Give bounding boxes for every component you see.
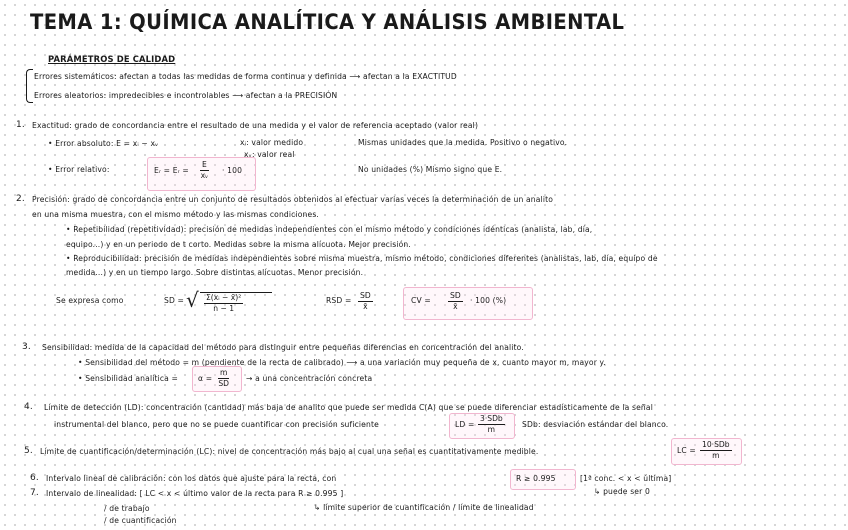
section-7-note: ↳ límite superior de cuantificación / límite de linealidad	[314, 503, 534, 512]
section-7-number: 7.	[30, 488, 39, 498]
sensibilidad-metodo: • Sensibilidad del método = m (pendiente de la recta de calibrado) ⟶ a una variación muy pequeña de x, cuanto mayor m, mayor y.	[78, 358, 606, 367]
errores-sistematicos: Errores sistemáticos: afectan a todas las medidas de forma continua y definida ⟶ afectan a la EXACTITUD	[34, 72, 457, 81]
sensibilidad-analitica-fraction	[218, 369, 229, 387]
error-relativo-formula: Eᵣ = Eᵣ =	[154, 166, 189, 175]
section-2-precision-1: Precisión: grado de concordancia entre un conjunto de resultados obtenidos al efectuar varias veces la determinación de un analito	[32, 195, 554, 204]
section-1-number: 1.	[16, 120, 25, 130]
section-4-limite-deteccion-1: Límite de detección (LD): concentración (cantidad) más baja de analito que puede ser medida C(A) que se puede diferenciar estadísticamente de la señal	[44, 403, 653, 412]
error-absoluto-xv: xᵥ: valor real	[244, 150, 295, 159]
ld-den: m	[487, 424, 496, 434]
section-5-number: 5.	[24, 446, 33, 456]
error-relativo-num: E	[202, 160, 207, 169]
rsd-fraction	[358, 292, 373, 310]
error-absoluto-note: Mismas unidades que la medida. Positivo o negativo.	[358, 138, 568, 147]
lc-den: m	[712, 450, 720, 460]
cv-tail: · 100 (%)	[470, 296, 507, 305]
ld-fraction	[478, 415, 505, 433]
error-absoluto: • Error absoluto: E = xᵢ − xᵥ	[48, 139, 159, 148]
section-4-tail: SDb: desviación estándar del blanco.	[522, 420, 669, 429]
ld-label: LD =	[455, 420, 475, 429]
cv-fraction	[448, 292, 463, 310]
sd-fraction	[204, 294, 243, 312]
sensibilidad-analitica-tail: → a una concentración concreta	[246, 374, 373, 383]
brace-icon	[26, 69, 33, 103]
section-1-exactitud: Exactitud: grado de concordancia entre el resultado de una medida y el valor de referencia aceptado (valor real)	[32, 121, 479, 130]
sd-den: n − 1	[213, 303, 235, 313]
section-6-intervalo-lineal: Intervalo lineal de calibración: con los datos que ajuste para la recta, con	[46, 474, 337, 483]
section-4-number: 4.	[24, 402, 33, 412]
sensibilidad-analitica-den: SD	[218, 378, 230, 388]
sqrt-icon: √	[186, 288, 199, 312]
error-relativo-fraction	[200, 161, 209, 179]
section-3-number: 3.	[22, 342, 31, 352]
section-7-intervalo-linealidad: Intervalo de linealidad: [ LC < x < último valor de la recta para R ≥ 0.995 ]	[46, 489, 344, 498]
cv-den: x̄	[453, 301, 458, 311]
ld-num: 3·SDb	[480, 414, 503, 423]
error-relativo-tail: · 100	[222, 166, 243, 175]
section-2-precision-2: en una misma muestra, con el mismo método y las mismas condiciones.	[32, 210, 319, 219]
error-relativo-den: xᵥ	[200, 170, 209, 180]
section-7-foot-2: / de cuantificación	[104, 516, 177, 525]
errores-aleatorios: Errores aleatorios: impredecibles e incontrolables ⟶ afectan a la PRECISIÓN	[34, 91, 338, 100]
repetibilidad-2: equipo...) y en un periodo de t corto. Medidas sobre la misma alícuota. Mejor precisión.	[66, 240, 411, 249]
rsd-label: RSD =	[326, 296, 352, 305]
se-expresa: Se expresa como	[56, 296, 124, 305]
parametros-heading: PARÁMETROS DE CALIDAD	[48, 54, 176, 64]
lc-label: LC =	[677, 446, 696, 455]
rsd-num: SD	[360, 291, 371, 300]
section-6-range: [1ª conc. < x < última]	[580, 474, 672, 483]
reproducibilidad-1: • Reproducibilidad: precisión de medidas independientes sobre misma muestra, mismo método, condiciones diferentes (analistas, lab, día, equipo de	[66, 254, 658, 263]
section-4-limite-deteccion-2: instrumental del blanco, pero que no se puede cuantificar con precisión suficiente	[54, 420, 379, 429]
r-box-value: R ≥ 0.995	[516, 474, 556, 483]
section-7-foot-1: / de trabajo	[104, 504, 150, 513]
page-title: TEMA 1: QUÍMICA ANALÍTICA Y ANÁLISIS AMBIENTAL	[30, 10, 625, 34]
sd-num: Σ(xᵢ − x̄)²	[206, 293, 242, 302]
section-2-number: 2.	[16, 194, 25, 204]
error-absoluto-xi: xᵢ: valor medido	[240, 138, 304, 147]
section-6-number: 6.	[30, 473, 39, 483]
sd-label: SD =	[164, 296, 185, 305]
error-relativo-note: No unidades (%) Mismo signo que E.	[358, 165, 503, 174]
section-5-limite-cuantificacion: Límite de cuantificación/determinación (LC): nivel de concentración más bajo al cual una señal es cuantitativamente medible.	[40, 447, 539, 456]
repetibilidad-1: • Repetibilidad (repetitividad): precisión de medidas independientes con el mismo método y condiciones idénticas (analista, lab, día,	[66, 225, 593, 234]
sensibilidad-analitica-label: • Sensibilidad analítica =	[78, 374, 179, 383]
error-relativo-label: • Error relativo:	[48, 165, 110, 174]
lc-num: 10·SDb	[702, 440, 730, 449]
section-3-sensibilidad: Sensibilidad: medida de la capacidad del método para distinguir entre pequeñas diferencias en concentración del analito.	[42, 343, 524, 352]
cv-label: CV =	[411, 296, 431, 305]
reproducibilidad-2: medida...) y en un tiempo largo. Sobre distintas alícuotas. Menor precisión.	[66, 268, 364, 277]
sensibilidad-analitica-var: α =	[198, 374, 213, 383]
cv-num: SD	[450, 291, 461, 300]
section-6-note: ↳ puede ser 0	[594, 487, 650, 496]
rsd-den: x̄	[363, 301, 368, 311]
sensibilidad-analitica-num: m	[220, 368, 228, 377]
lc-fraction	[700, 441, 732, 459]
